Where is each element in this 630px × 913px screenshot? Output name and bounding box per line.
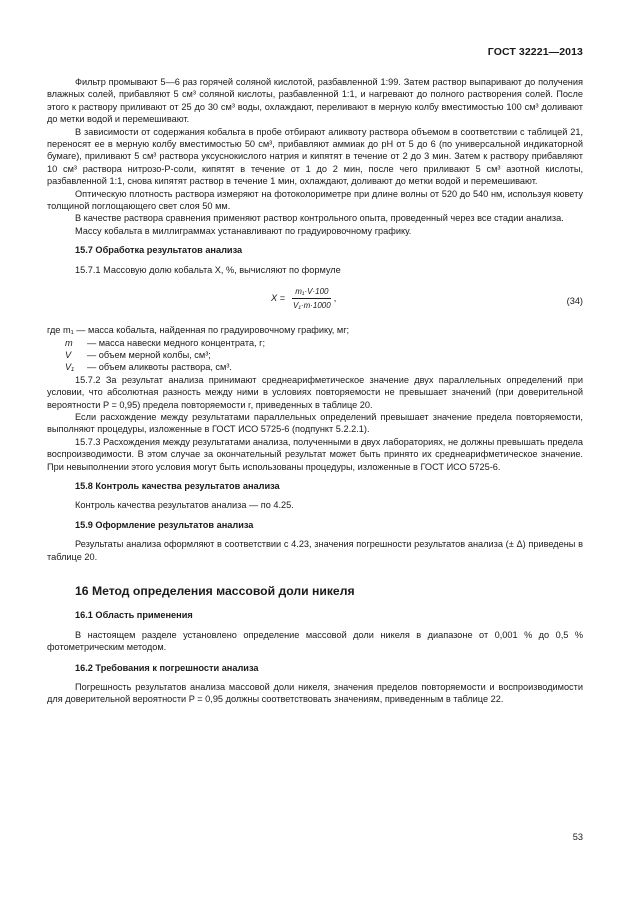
symbol-desc: — объем аликвоты раствора, см³. bbox=[87, 362, 232, 373]
page-content bbox=[47, 76, 583, 706]
symbol: m bbox=[65, 337, 73, 348]
where-line: где m₁ — масса кобальта, найденная по градуировочному графику, мг; bbox=[47, 325, 350, 336]
paragraph: В зависимости от содержания кобальта в пробе отбирают аликвоту раствора объемом в соответствии с таблицей 21, переносят ее в мерную колбу вместимостью 50 см³, прибавляют аммиак до рН от 5 до 6 (по универсальной индикаторной бумаге), приливают 5 см³ раствора уксуснокислого натрия и кипятят в течение от 2 до 3 мин. Затем к раствору прибавляют 10 см³ раствора нитрозо-Р-соли, кипятят в течение от 1 до 2 мин, после чего приливают 5 см³ азотной кислоты, разбавленной 1:1, снова кипятят раствор в течение 1 мин, охлаждают, доливают до метки водой и перемешивают. bbox=[47, 126, 583, 187]
equation-number: (34) bbox=[566, 296, 583, 307]
formula-lhs: X = bbox=[271, 293, 286, 304]
where-line bbox=[47, 337, 583, 349]
paragraph: 15.7.3 Расхождения между результатами анализа, полученными в двух лабораториях, не должны превышать предела воспроизводимости. В этом случае за окончательный результат может быть принято их среднеарифметическое значение. При невыполнении этого условия могут быть использованы процедуры, изложенные в ГОСТ ИСО 5725-6. bbox=[47, 436, 583, 472]
section-heading: 16.1 Область применения bbox=[75, 610, 193, 621]
formula-fraction bbox=[290, 286, 334, 311]
formula-intro: 15.7.1 Массовую долю кобальта X, %, вычисляют по формуле bbox=[75, 264, 341, 275]
where-line bbox=[47, 361, 583, 373]
symbol-desc: — масса навески медного концентрата, г; bbox=[87, 337, 266, 348]
symbol: V₁ bbox=[65, 362, 75, 373]
paragraph: Если расхождение между результатами параллельных определений превышает значение предела повторяемости, выполняют процедуры, изложенные в ГОСТ ИСО 5725-6 (подпункт 5.2.2.1). bbox=[47, 411, 583, 435]
section-heading: 15.8 Контроль качества результатов анализа bbox=[75, 480, 280, 491]
document-header: ГОСТ 32221—2013 bbox=[487, 46, 583, 58]
section-heading: 16.2 Требования к погрешности анализа bbox=[75, 662, 259, 673]
formula bbox=[271, 286, 336, 311]
paragraph: Фильтр промывают 5—6 раз горячей соляной кислотой, разбавленной 1:99. Затем раствор выпаривают до получения влажных солей, прибавляют 5 см³ соляной кислоты, разбавленной 1:1, и нагревают до полного растворения солей. После этого к раствору приливают от 25 до 30 см³ воды, охлаждают, переливают в мерную колбу вместимостью 100 см³ доливают до метки водой и перемешивают. bbox=[47, 77, 583, 125]
formula-denominator: V₁·m·1000 bbox=[293, 301, 331, 311]
section-heading: 15.9 Оформление результатов анализа bbox=[75, 519, 254, 530]
formula-tail: , bbox=[333, 293, 337, 304]
paragraph: Контроль качества результатов анализа — по 4.25. bbox=[75, 500, 294, 511]
paragraph: Результаты анализа оформляют в соответствии с 4.23, значения погрешности результатов анализа (± Δ) приведены в таблице 20. bbox=[47, 539, 583, 562]
paragraph: Массу кобальта в миллиграммах устанавливают по градуировочному графику. bbox=[75, 225, 412, 236]
symbol: V bbox=[65, 349, 72, 360]
paragraph: В качестве раствора сравнения применяют раствор контрольного опыта, проведенный через все стадии анализа. bbox=[75, 213, 564, 224]
paragraph: В настоящем разделе установлено определение массовой доли никеля в диапазоне от 0,001 % до 0,5 % фотометрическим методом. bbox=[47, 629, 583, 653]
chapter-heading: 16 Метод определения массовой доли никеля bbox=[75, 584, 355, 598]
page-number: 53 bbox=[572, 832, 583, 842]
paragraph: Оптическую плотность раствора измеряют на фотоколориметре при длине волны от 520 до 540 нм, используя кювету толщиной поглощающего свет слоя 50 мм. bbox=[47, 188, 583, 212]
formula-numerator: m₁·V·100 bbox=[292, 286, 331, 299]
formula-block bbox=[47, 286, 583, 316]
paragraph: 15.7.2 За результат анализа принимают среднеарифметическое значение двух параллельных определений при условии, что абсолютная разность между ними в условиях повторяемости не превышает значений (при доверительной вероятности P = 0,95) предела повторяемости r, приведенных в таблице 20. bbox=[47, 374, 583, 410]
paragraph: Погрешность результатов анализа массовой доли никеля, значения пределов повторяемости и воспроизводимости для доверительной вероятности P = 0,95 должны соответствовать значениям, приведенным в таблице 22. bbox=[47, 682, 583, 705]
where-line bbox=[47, 349, 583, 361]
symbol-desc: — объем мерной колбы, см³; bbox=[87, 349, 211, 360]
section-heading: 15.7 Обработка результатов анализа bbox=[75, 245, 243, 256]
